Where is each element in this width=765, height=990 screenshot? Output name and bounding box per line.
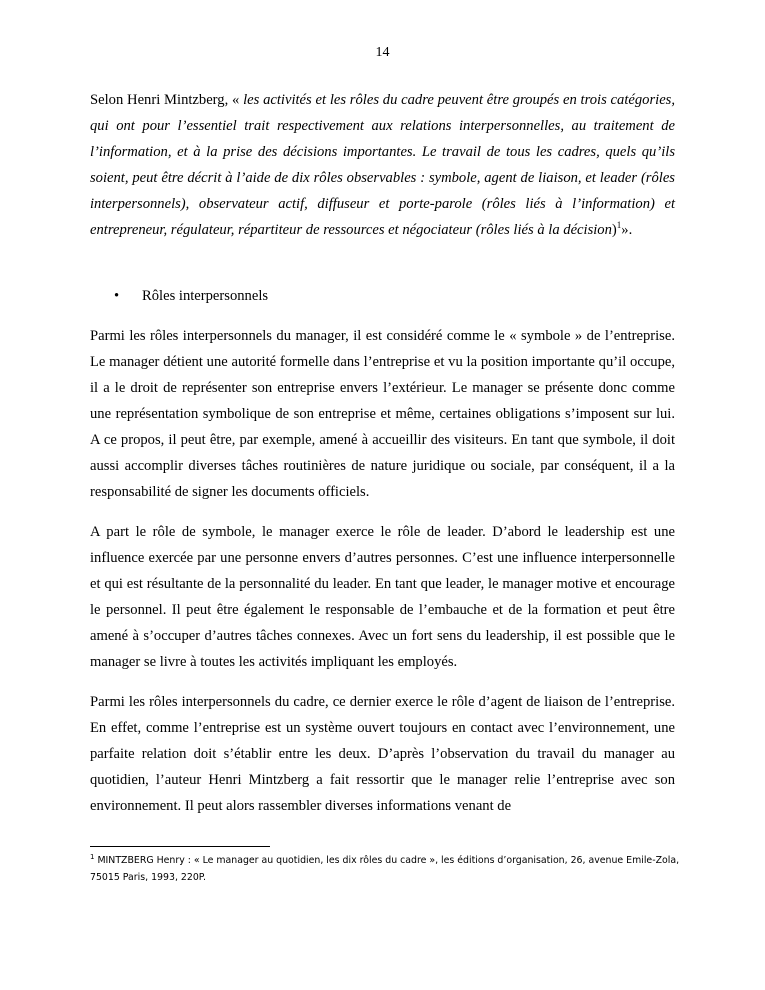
footnote (90, 852, 680, 886)
quote-paragraph (90, 87, 675, 243)
quote-after: ) (611, 222, 617, 238)
quote-close: ». (621, 222, 633, 238)
section-heading: Rôles interpersonnels (142, 288, 269, 304)
quote-lead: Selon Henri Mintzberg, « (90, 92, 244, 108)
mintzberg-quote: les activités et les rôles du cadre peuvent être groupés en trois catégories, qui ont pour l’essentiel trait respectivement aux relations interpersonnelles, au traitement de l’information, et à la prise des décisions importantes. Le travail de tous les cadres, quels qu’ils soient, peut être décrit à l’aide de dix rôles observables : symbole, agent de liaison, et leader (rôles interpersonnels), observateur actif, diffuseur et porte-parole (rôles liés à l’information) et entrepreneur, régulateur, répartiteur de ressources et négociateur (rôles liés à la décision (90, 92, 675, 238)
footnote-separator (90, 846, 270, 847)
footnote-reference[interactable]: 1 (616, 220, 622, 231)
bullet-icon: • (114, 288, 120, 304)
paragraph-leader: A part le rôle de symbole, le manager exerce le rôle de leader. D’abord le leadership est une influence exercée par une personne envers d’autres personnes. C’est une influence interpersonnelle et qui est résultante de la personnalité du leader. En tant que leader, le manager motive et encourage le personnel. Il peut être également le responsable de l’embauche et de la formation et peut être amené à s’occuper d’autres tâches connexes. Avec un fort sens du leadership, il est possible que le manager se livre à toutes les activités impliquant les employés. (90, 524, 675, 670)
paragraph-agent-liaison: Parmi les rôles interpersonnels du cadre, ce dernier exerce le rôle d’agent de liaison de l’entreprise. En effet, comme l’entreprise est un système ouvert toujours en contact avec l’environnement, une parfaite relation doit s’établir entre les deux. D’après l’observation du travail du manager au quotidien, l’auteur Henri Mintzberg a fait ressortir que le manager relie l’entreprise avec son environnement. Il peut alors rassembler diverses informations venant de (90, 694, 675, 814)
page-number: 14 (375, 45, 390, 60)
footnote-text: MINTZBERG Henry : « Le manager au quotidien, les dix rôles du cadre », les éditions d’organisation, 26, avenue Emile-Zola, 75015 Paris, 1993, 220P. (90, 855, 680, 883)
footnote-number: 1 (90, 852, 95, 861)
section-bullet (114, 283, 268, 309)
paragraph-symbole: Parmi les rôles interpersonnels du manager, il est considéré comme le « symbole » de l’entreprise. Le manager détient une autorité formelle dans l’entreprise et vu la position importante qu’il occupe, il a le droit de représenter son entreprise envers l’extérieur. Le manager se présente donc comme une représentation symbolique de son entreprise et même, certaines obligations s’imposent sur lui. A ce propos, il peut être, par exemple, amené à accueillir des visiteurs. En tant que symbole, il doit aussi accomplir diverses tâches routinières de nature juridique ou sociale, par conséquent, il a la responsabilité de signer les documents officiels. (90, 328, 675, 500)
